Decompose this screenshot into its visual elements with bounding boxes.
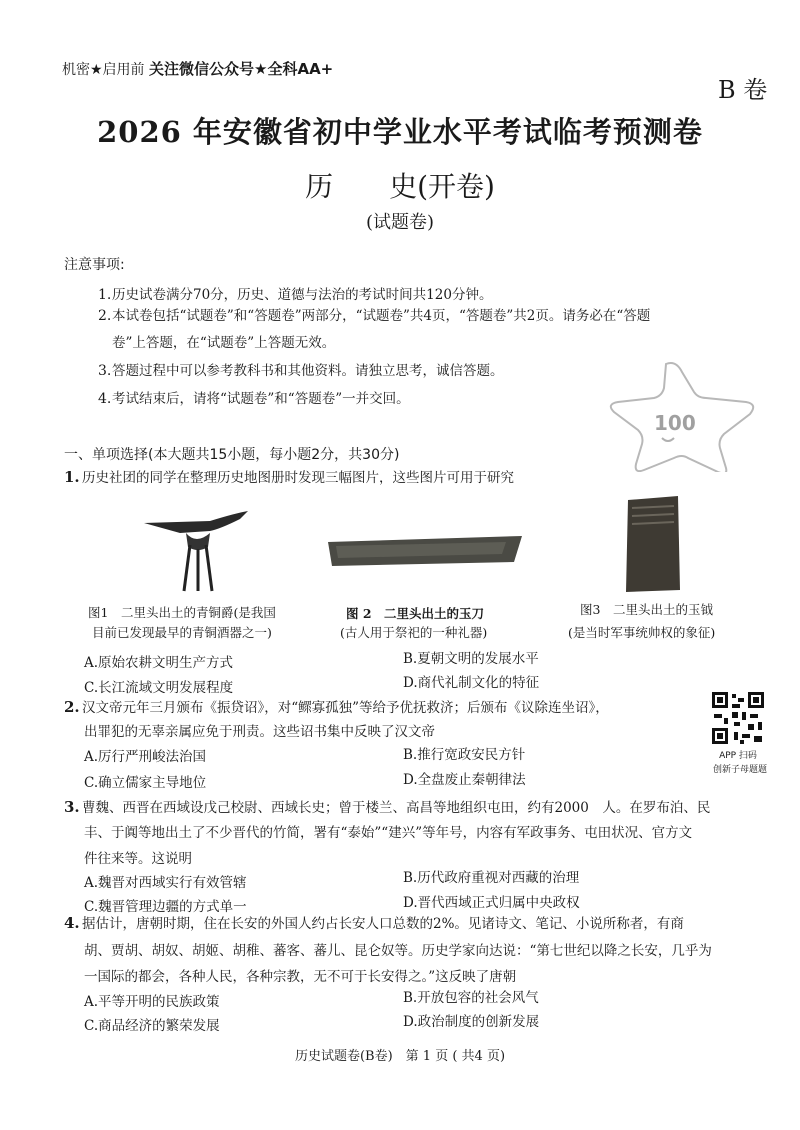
q2-option-c: C.确立儒家主导地位	[84, 775, 207, 791]
q1-option-c: C.长江流域文明发展程度	[84, 680, 234, 696]
q4-option-c: C.商品经济的繁荣发展	[84, 1018, 220, 1034]
q3-option-c: C.魏晋管理边疆的方式单一	[84, 899, 247, 915]
question-3-stem: 3. 曹魏、西晋在西域设戊己校尉、西域长史；曾于楼兰、高昌等地组织屯田，约有2000 人。在罗布泊、民	[64, 798, 711, 816]
q3-option-d: D.晋代西域正式归属中央政权	[403, 895, 580, 911]
q4-option-a: A.平等开明的民族政策	[84, 994, 220, 1010]
notice-item: 3.答题过程中可以参考教科书和其他资料。请独立思考，诚信答题。	[98, 363, 504, 379]
section-title: 一、单项选择(本大题共15小题，每小题2分，共30分)	[64, 447, 400, 463]
q2-option-d: D.全盘废止秦朝律法	[403, 772, 526, 788]
q3-option-a: A.魏晋对西域实行有效管辖	[84, 875, 247, 891]
figure-1-caption: 图1 二里头出土的青铜爵(是我国	[88, 605, 276, 620]
exam-title: 2026 年安徽省初中学业水平考试临考预测卷	[97, 115, 703, 149]
stamp-text: 100	[654, 411, 696, 435]
q1-option-b: B.夏朝文明的发展水平	[403, 651, 539, 667]
question-3-stem-end: 件往来等。这说明	[84, 851, 192, 867]
q2-option-b: B.推行宽政安民方针	[403, 747, 526, 763]
star-stamp-icon	[596, 352, 776, 472]
figure-2-caption-detail: (古人用于祭祀的一种礼器)	[340, 625, 488, 640]
question-4-stem-end: 一国际的都会，各种人民，各种宗教，无不可于长安得之。”这反映了唐朝	[84, 969, 517, 985]
figure-1-caption-detail: 目前已发现最早的青铜酒器之一)	[92, 625, 272, 640]
question-4-stem: 4. 据估计，唐朝时期，住在长安的外国人约占长安人口总数的2%。见诸诗文、笔记、小说所称者，有商	[64, 914, 684, 932]
booklet-label: (试题卷)	[365, 212, 435, 233]
confidential-header	[62, 58, 333, 79]
subject-title: 历 史(开卷)	[305, 170, 495, 203]
question-2-stem-cont: 出罪犯的无辜亲属应免于刑责。这些诏书集中反映了汉文帝	[84, 724, 435, 740]
q4-option-b: B.开放包容的社会风气	[403, 990, 539, 1006]
q1-option-d: D.商代礼制文化的特征	[403, 675, 540, 691]
qr-caption-name: 创新子母题题	[712, 765, 767, 775]
q4-option-d: D.政治制度的创新发展	[403, 1014, 540, 1030]
q3-option-b: B.历代政府重视对西藏的治理	[403, 870, 580, 886]
notice-item: 2.本试卷包括“试题卷”和“答题卷”两部分，“试题卷”共4页，“答题卷”共2页。请务必在“答题	[98, 308, 651, 324]
qr-code-icon[interactable]	[710, 690, 766, 746]
figure-2-jade-knife-icon	[326, 532, 526, 572]
notice-item: 4.考试结束后，请将“试题卷”和“答题卷”一并交回。	[98, 391, 410, 407]
figure-3-jade-axe-icon	[622, 494, 684, 594]
notice-heading: 注意事项:	[64, 257, 125, 273]
promo-label: 关注微信公众号★全科AA+	[149, 60, 334, 78]
confidential-label: 机密★启用前	[62, 62, 145, 78]
q1-option-a: A.原始农耕文明生产方式	[84, 655, 234, 671]
figure-2-caption: 图 2 二里头出土的玉刀	[346, 606, 485, 621]
notice-item-continued: 卷”上答题，在“试题卷”上答题无效。	[112, 335, 336, 351]
figure-3-caption-detail: (是当时军事统帅权的象征)	[568, 625, 716, 640]
paper-version: B 卷	[718, 76, 768, 104]
question-3-stem-cont: 丰、于阗等地出土了不少晋代的竹简，署有“泰始”“建兴”等年号，内容有军政事务、屯田状况、官方文	[84, 825, 693, 841]
figure-1-bronze-jue-icon	[140, 505, 250, 595]
qr-caption-scan: APP 扫码	[719, 751, 757, 761]
page-footer: 历史试题卷(B卷) 第 1 页 ( 共4 页)	[294, 1049, 506, 1064]
question-2-stem: 2. 汉文帝元年三月颁布《振贷诏》，对“鳏寡孤独”等给予优抚救济；后颁布《议除连坐诏》，	[64, 698, 609, 716]
q2-option-a: A.厉行严刑峻法治国	[84, 749, 207, 765]
notice-item: 1.历史试卷满分70分，历史、道德与法治的考试时间共120分钟。	[98, 287, 493, 303]
question-1-stem: 1. 历史社团的同学在整理历史地图册时发现三幅图片，这些图片可用于研究	[64, 468, 514, 486]
figure-3-caption: 图3 二里头出土的玉钺	[580, 602, 713, 617]
question-4-stem-cont: 胡、贾胡、胡奴、胡姬、胡稚、蕃客、蕃儿、昆仑奴等。历史学家向达说：“第七世纪以降之长安，几乎为	[84, 943, 712, 959]
